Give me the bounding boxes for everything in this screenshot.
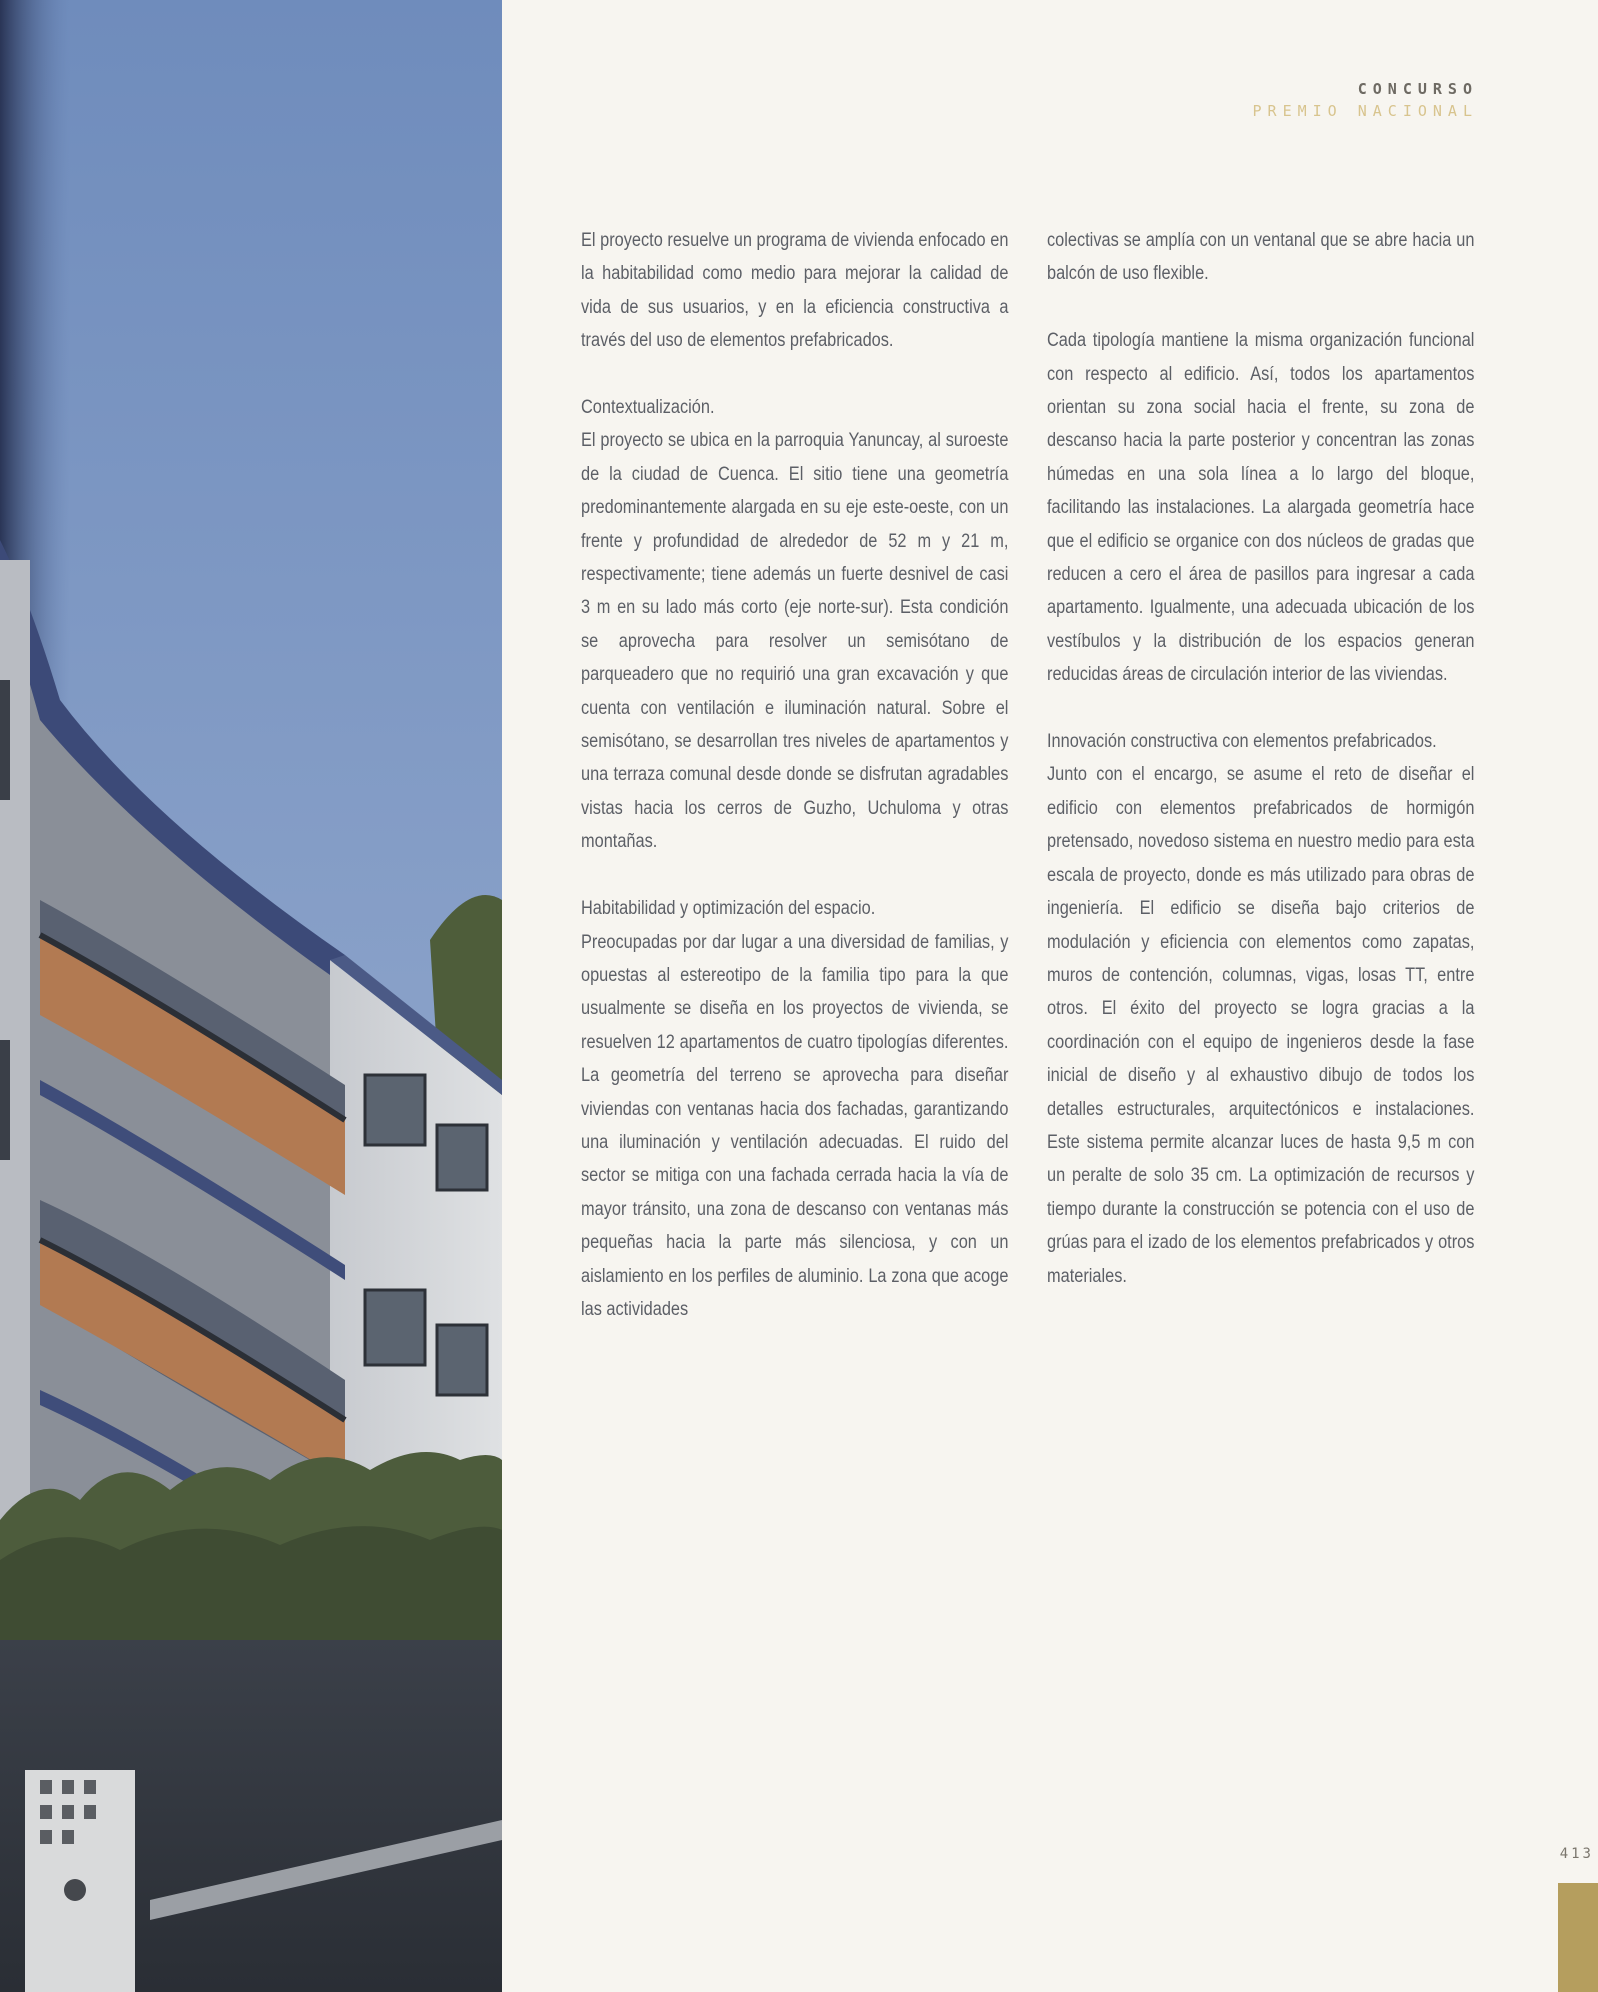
continued-paragraph: colectivas se amplía con un ventanal que se abre hacia un balcón de uso flexible. xyxy=(1047,230,1475,285)
text-column-left xyxy=(581,224,1008,1326)
context-paragraph: El proyecto se ubica en la parroquia Yanuncay, al suroeste de la ciudad de Cuenca. El sitio tiene una geometría predominantemente alargada en su eje este-oeste, con un frente y profundidad de alrededor de 52 m y 21 m, respectivamente; tiene además un fuerte desnivel de casi 3 m en su lado más corto (eje norte-sur). Esta condición se aprovecha para resolver un semisótano de parqueadero que no requirió una gran excavación y que cuenta con ventilación e iluminación natural. Sobre el semisótano, se desarrollan tres niveles de apartamentos y una terraza comunal desde donde se disfrutan agradables vistas hacia los cerros de Guzho, Uchuloma y otras montañas. xyxy=(581,430,1009,853)
header-category: CONCURSO xyxy=(1357,80,1478,98)
header-award: PREMIO NACIONAL xyxy=(1252,102,1478,120)
typology-paragraph: Cada tipología mantiene la misma organización funcional con respecto al edificio. Así, todos los apartamentos orientan su zona social hacia el frente, su zona de descanso hacia la parte posterior y concentran las zonas húmedas en una sola línea a lo largo del bloque, facilitando las instalaciones. La alargada geometría hace que el edificio se organice con dos núcleos de gradas que reducen a cero el área de pasillos para ingresar a cada apartamento. Igualmente, una adecuada ubicación de los vestíbulos y la distribución de los espacios generan reducidas áreas de circulación interior de las viviendas. xyxy=(1047,330,1475,686)
section-header xyxy=(1253,78,1478,122)
section-heading-habitability: Habitabilidad y optimización del espacio. xyxy=(581,898,876,920)
section-heading-context: Contextualización. xyxy=(581,397,715,419)
page-number: 413 xyxy=(1559,1846,1594,1862)
building-photo-icon xyxy=(0,0,502,1992)
section-heading-innovation: Innovación constructiva con elementos prefabricados. xyxy=(1047,731,1437,753)
text-column-right xyxy=(1047,224,1474,1293)
page-tab-marker xyxy=(1558,1883,1598,1992)
habitability-paragraph: Preocupadas por dar lugar a una diversidad de familias, y opuestas al estereotipo de la familia tipo para la que usualmente se diseña en los proyectos de vivienda, se resuelven 12 apartamentos de cuatro tipologías diferentes. La geometría del terreno se aprovecha para diseñar viviendas con ventanas hacia dos fachadas, garantizando una iluminación y ventilación adecuadas. El ruido del sector se mitiga con una fachada cerrada hacia la vía de mayor tránsito, una zona de descanso con ventanas más pequeñas hacia la parte más silenciosa, y con un aislamiento en los perfiles de aluminio. La zona que acoge las actividades xyxy=(581,931,1009,1320)
building-photo xyxy=(0,0,502,1992)
innovation-paragraph: Junto con el encargo, se asume el reto de diseñar el edificio con elementos prefabricados de hormigón pretensado, novedoso sistema en nuestro medio para esta escala de proyecto, donde es más utilizado para obras de ingeniería. El edificio se diseña bajo criterios de modulación y eficiencia con elementos como zapatas, muros de contención, columnas, vigas, losas TT, entre otros. El éxito del proyecto se logra gracias a la coordinación con el equipo de ingenieros desde la fase inicial de diseño y al exhaustivo dibujo de todos los detalles estructurales, arquitectónicos e instalaciones. Este sistema permite alcanzar luces de hasta 9,5 m con un peralte de solo 35 cm. La optimización de recursos y tiempo durante la construcción se potencia con el uso de grúas para el izado de los elementos prefabricados y otros materiales. xyxy=(1047,764,1475,1287)
intro-paragraph: El proyecto resuelve un programa de vivienda enfocado en la habitabilidad como medio para mejorar la calidad de vida de sus usuarios, y en la eficiencia constructiva a través del uso de elementos prefabricados. xyxy=(581,230,1009,352)
